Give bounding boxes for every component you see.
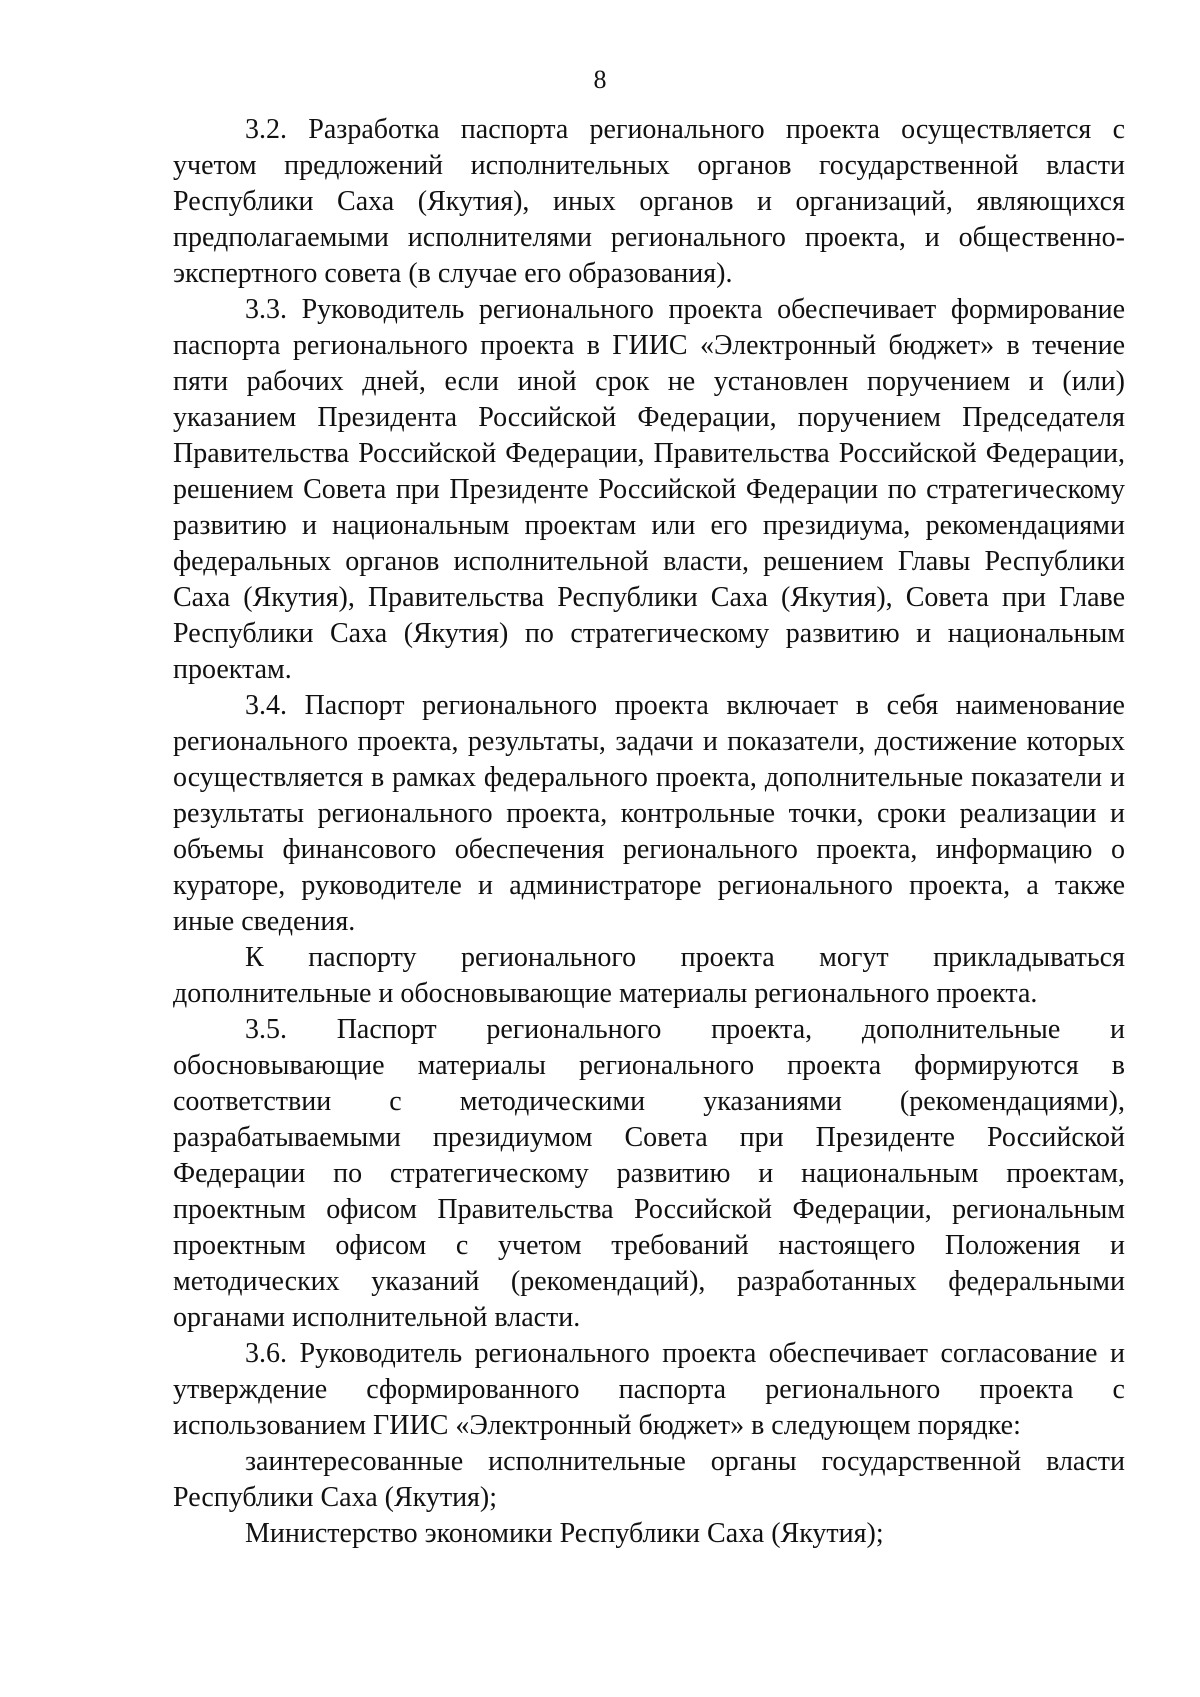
paragraph-3-3: 3.3. Руководитель регионального проекта обеспечивает формирование паспорта регионального проекта в ГИИС «Электронный бюджет» в течение пяти рабочих дней, если иной срок не установлен поручением и (или) указанием Президента Российской Федерации, поручением Председателя Правительства Российской Федерации, Правительства Российской Федерации, решением Совета при Президенте Российской Федерации по стратегическому развитию и национальным проектам или его президиума, рекомендациями федеральных органов исполнительной власти, решением Главы Республики Саха (Якутия), Правительства Республики Саха (Якутия), Совета при Главе Республики Саха (Якутия) по стратегическому развитию и национальным проектам.: [173, 294, 1125, 685]
paragraph-3-6: 3.6. Руководитель регионального проекта обеспечивает согласование и утверждение сформированного паспорта регионального проекта с использованием ГИИС «Электронный бюджет» в следующем порядке:: [173, 1338, 1125, 1441]
paragraph-3-5: 3.5. Паспорт регионального проекта, дополнительные и обосновывающие материалы регионального проекта формируются в соответствии с методическими указаниями (рекомендациями), разрабатываемыми президиумом Совета при Президенте Российской Федерации по стратегическому развитию и национальным проектам, проектным офисом Правительства Российской Федерации, региональным проектным офисом с учетом требований настоящего Положения и методических указаний (рекомендаций), разработанных федеральными органами исполнительной власти.: [173, 1014, 1125, 1333]
document-body: [173, 112, 1125, 1552]
paragraph-3-4-attachments: К паспорту регионального проекта могут прикладываться дополнительные и обосновывающие материалы регионального проекта.: [173, 942, 1125, 1009]
paragraph-3-6-item-2: Министерство экономики Республики Саха (Якутия);: [245, 1518, 884, 1549]
paragraph-3-6-item-1: заинтересованные исполнительные органы государственной власти Республики Саха (Якутия);: [173, 1446, 1125, 1513]
paragraph-3-4: 3.4. Паспорт регионального проекта включает в себя наименование регионального проекта, результаты, задачи и показатели, достижение которых осуществляется в рамках федерального проекта, дополнительные показатели и результаты регионального проекта, контрольные точки, сроки реализации и объемы финансового обеспечения регионального проекта, информацию о кураторе, руководителе и администраторе регионального проекта, а также иные сведения.: [173, 690, 1125, 937]
paragraph-3-2: 3.2. Разработка паспорта регионального проекта осуществляется с учетом предложений исполнительных органов государственной власти Республики Саха (Якутия), иных органов и организаций, являющихся предполагаемыми исполнителями регионального проекта, и общественно-экспертного совета (в случае его образования).: [173, 114, 1125, 289]
page-number: 8: [593, 65, 607, 94]
